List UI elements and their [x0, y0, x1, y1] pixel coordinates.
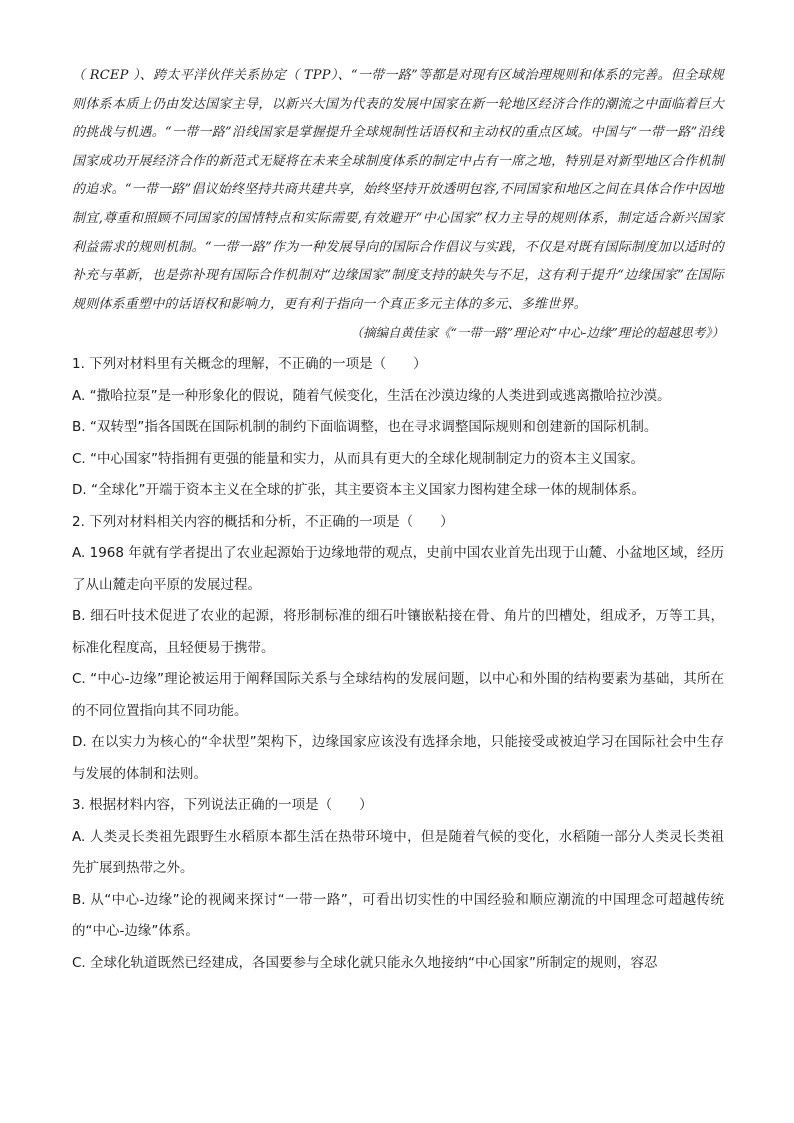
option-c: C. “中心国家”特指拥有更强的能量和实力，从而具有更大的全球化规制制定力的资本主义国家。 — [72, 450, 644, 467]
option-b: B. “双转型”指各国既在国际机制的制约下面临调整，也在寻求调整国际规则和创建新的国际机制。 — [72, 419, 658, 436]
question-stem: 1. 下列对材料里有关概念的理解，不正确的一项是（ ） — [72, 356, 427, 373]
question-2 — [72, 507, 724, 791]
question-3 — [72, 790, 724, 979]
question-stem: 3. 根据材料内容，下列说法正确的一项是（ ） — [72, 797, 373, 814]
option-d: D. 在以实力为核心的“伞状型”架构下，边缘国家应该没有选择余地，只能接受或被迫学习在国际社会中生存与发展的体制和法则。 — [72, 734, 724, 782]
option-b: B. 从“中心-边缘”论的视阈来探讨“一带一路”，可看出切实性的中国经验和顺应潮流的中国理念可超越传统的“中心-边缘”体系。 — [72, 891, 724, 940]
reading-passage: （ RCEP ）、跨太平洋伙伴关系协定（ TPP）、“一带一路”等都是对现有区域治理规则和体系的完善。但全球规则体系本质上仍由发达国家主导，以新兴大国为代表的发展中国家在新一轮地区经济合作的潮流之中面临着巨大的挑战与机遇。“一带一路”沿线国家是掌握提升全球规制性话语权和主动权的重点区域。中国与“一带一路”沿线国家成功开展经济合作的新范式无疑将在未来全球制度体系的制定中占有一席之地，特别是对新型地区合作机制的追求。“一带一路”倡议始终坚持共商共建共享，始终坚持开放透明包容,不同国家和地区之间在具体合作中因地制宜,尊重和照顾不同国家的国情特点和实际需要,有效避开“中心国家”权力主导的规则体系，制定适合新兴国家利益需求的规则机制。“一带一路”作为一种发展导向的国际合作倡议与实践，不仅是对既有国际制度加以适时的补充与革新，也是弥补现有国际合作机制对“边缘国家”制度支持的缺失与不足，这有利于提升“边缘国家”在国际规则体系重塑中的话语权和影响力，更有利于指向一个真正多元主体的多元、多维世界。 — [72, 68, 724, 312]
option-a: A. 人类灵长类祖先跟野生水稻原本都生活在热带环境中，但是随着气候的变化，水稻随一部分人类灵长类祖先扩展到热带之外。 — [72, 828, 724, 877]
option-b: B. 细石叶技术促进了农业的起源，将形制标准的细石叶镶嵌粘接在骨、角片的凹槽处，组成矛，万等工具，标准化程度高，且轻便易于携带。 — [72, 608, 724, 656]
document-page — [72, 62, 724, 979]
option-c: C. “中心-边缘”理论被运用于阐释国际关系与全球结构的发展问题，以中心和外围的结构要素为基础，其所在的不同位置指向其不同功能。 — [72, 671, 724, 719]
option-c: C. 全球化轨道既然已经建成，各国要参与全球化就只能永久地接纳“中心国家”所制定的规则，容忍 — [72, 954, 658, 971]
question-stem: 2. 下列对材料相关内容的概括和分析，不正确的一项是（ ） — [72, 513, 454, 530]
passage-source: （摘编自黄佳家《“一带一路”理论对“中心-边缘”理论的超越思考》） — [350, 325, 724, 341]
option-a: A. “撒哈拉泵”是一种形象化的假说，随着气候变化，生活在沙漠边缘的人类进到或逃离撒哈拉沙漠。 — [72, 387, 671, 404]
option-d: D. “全球化”开端于资本主义在全球的扩张，其主要资本主义国家力图构建全球一体的规制体系。 — [72, 482, 645, 499]
question-1 — [72, 349, 724, 507]
option-a: A. 1968 年就有学者提出了农业起源始于边缘地带的观点，史前中国农业首先出现于山麓、小盆地区域，经历了从山麓走向平原的发展过程。 — [72, 545, 724, 593]
